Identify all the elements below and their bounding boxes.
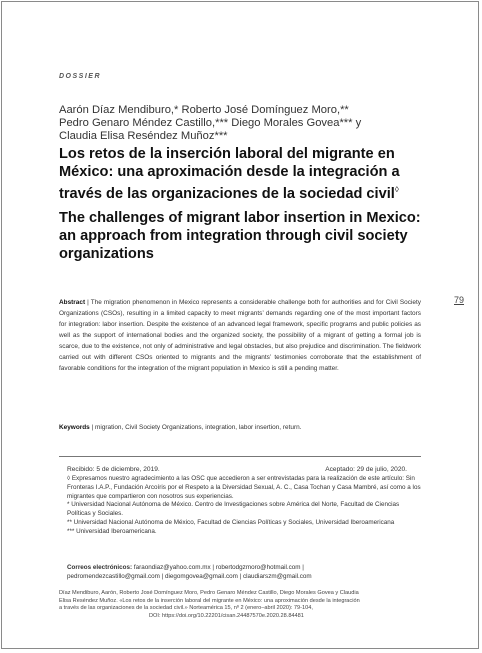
citation-doi[interactable]: DOI: https://doi.org/10.22201/cisan.24487570e.2020.28.84481 [149, 612, 304, 619]
footnotes [67, 475, 423, 537]
email-line: pedromendezcastillo@gmail.com | diegomgovea@gmail.com | claudiarszm@gmail.com [67, 572, 312, 580]
keywords-label: Keywords [59, 424, 90, 431]
citation-line: Elisa Reséndez Muñoz. «Los retos de la inserción laboral del migrante en México: una aproximación desde la integración [59, 597, 360, 604]
footnote-mark: ◊ [394, 185, 399, 194]
title-line: través de las organizaciones de la sociedad civil◊ [59, 185, 399, 202]
accepted-date: Aceptado: 29 de julio, 2020. [325, 466, 407, 473]
section-label: DOSSIER [59, 73, 102, 80]
email-line: faraondiaz@yahoo.com.mx | robertodgzmoro@hotmail.com | [133, 564, 304, 571]
author-line: Claudia Elisa Reséndez Muñoz*** [59, 130, 228, 142]
page-number: 79 [454, 295, 465, 305]
article-title-spanish [59, 145, 429, 203]
title-line: The challenges of migrant labor insertion in Mexico: [59, 210, 421, 226]
citation-line: a través de las organizaciones de la sociedad civil.» Norteamérica 15, nº 2 (enero–abril 2020): 79-104, [59, 605, 313, 612]
footnote: * Universidad Nacional Autónoma de México. Centro de Investigaciones sobre América del Norte, Facultad de Ciencias Políticas y Sociales. [67, 501, 400, 518]
title-line: organizations [59, 246, 154, 262]
author-line: Aarón Díaz Mendiburo,* Roberto José Domínguez Moro,** [59, 104, 349, 116]
keywords-text: migration, Civil Society Organizations, integration, labor insertion, return. [95, 424, 302, 431]
footnote: *** Universidad Iberoamericana. [67, 527, 157, 535]
title-line: Los retos de la inserción laboral del migrante en [59, 146, 395, 162]
abstract-text: The migration phenomenon in Mexico represents a considerable challenge both for authorities and for Civil Society Organizations (CSOs), resulting in a limited capacity to meet migrants’ demands regarding one of the most important factors for integration: labor insertion. Despite the existence of an advanced legal framework, specific programs and public policies as well as the support of international bodies and the organized society, the possibility of a migrant of getting a formal job is scarce, due to the existence, not only of administrative and legal obstacles, but also prejudice and discrimination. The fieldwork carried out with different CSOs oriented to migrants and the migrants’ testimonies corroborate that the establishment of favorable conditions for the integration of the migrant population in Mexico is still a pending matter. [59, 299, 421, 372]
footnote: ◊ Expresamos nuestro agradecimiento a las OSC que accedieron a ser entrevistadas para la realización de este artículo: Sin Fronteras I.A.P., Fundación Arcoíris por el Respeto a la Diversidad Sexual, A. C., Casa Tochan y Casa Mambré, así como a los migrantes que compartieron con nosotros sus experiencias. [67, 475, 421, 500]
title-line: an approach from integration through civil society [59, 228, 408, 244]
author-list [59, 104, 419, 143]
title-line: México: una aproximación desde la integración a [59, 164, 400, 180]
abstract: Abstract | The migration phenomenon in Mexico represents a considerable challenge both for authorities and for Civil Society Organizations (CSOs), resulting in a limited capacity to meet migrants’ demands regarding one of the most important factors for integration: labor insertion. Despite the existence of an advanced legal framework, specific programs and public policies as well as the support of international bodies and the organized society, the possibility of a migrant of getting a formal job is scarce, due to the existence, not only of administrative and legal obstacles, but also prejudice and discrimination. The fieldwork carried out with different CSOs oriented to migrants and the migrants’ testimonies corroborate that the establishment of favorable conditions for the integration of the migrant population in Mexico is still a pending matter. [59, 299, 421, 372]
citation [59, 590, 427, 620]
email-list [67, 564, 423, 582]
abstract-label: Abstract [59, 299, 86, 306]
author-line: Pedro Genaro Méndez Castillo,*** Diego Morales Govea*** y [59, 117, 362, 129]
footnote: ** Universidad Nacional Autónoma de México, Facultad de Ciencias Políticas y Sociales, Universidad Iberoamericana [67, 518, 395, 526]
article-title-english [59, 209, 439, 263]
citation-line: Díaz Mendiburo, Aarón, Roberto José Domínguez Moro, Pedro Genaro Méndez Castillo, Diego Morales Govea y Claudia [59, 590, 359, 596]
footnote-divider [59, 456, 421, 457]
submission-dates [67, 465, 407, 474]
keywords: Keywords | migration, Civil Society Organizations, integration, labor insertion, return. [59, 424, 302, 431]
journal-page [1, 1, 479, 649]
received-date: Recibido: 5 de diciembre, 2019. [67, 466, 160, 473]
emails-label: Correos electrónicos: [67, 564, 133, 571]
